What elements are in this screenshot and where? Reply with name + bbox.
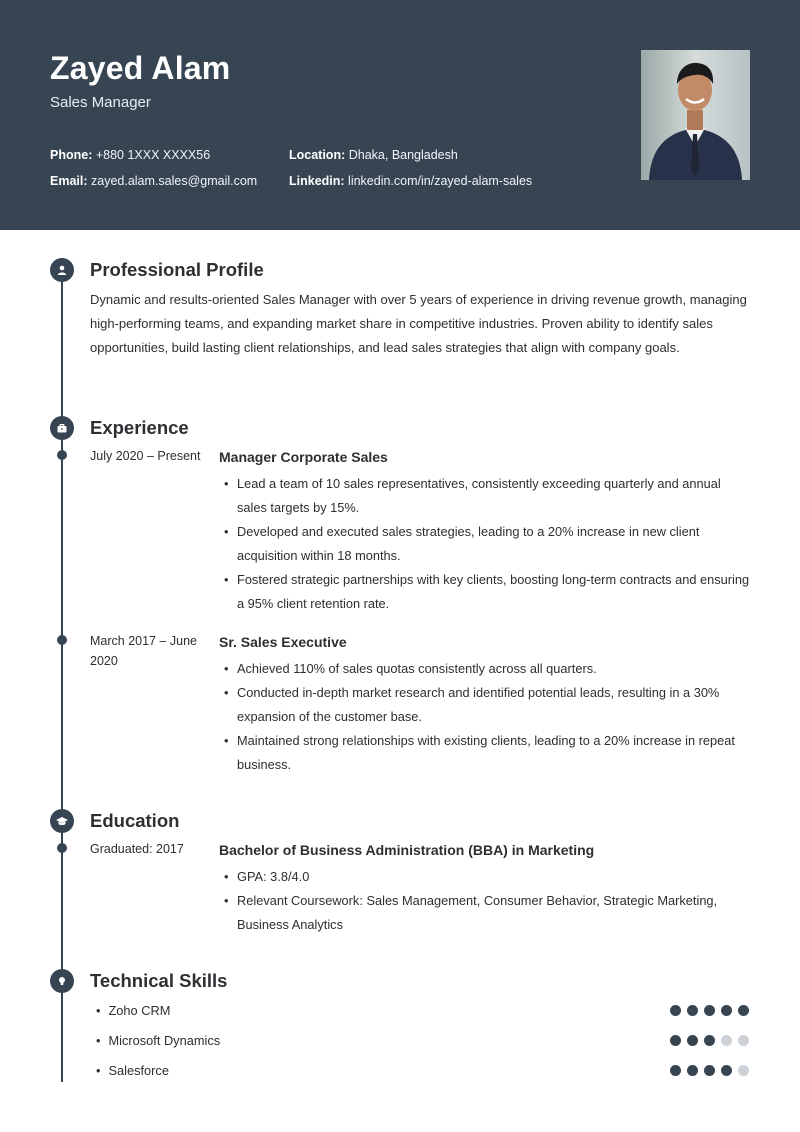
education-date: Graduated: 2017	[90, 842, 184, 856]
rating-dot	[721, 1035, 732, 1046]
skill-name: • Zoho CRM	[96, 1003, 170, 1018]
rating-dot	[721, 1005, 732, 1016]
phone-label: Phone:	[50, 148, 93, 162]
job-title: Manager Corporate Sales	[219, 449, 388, 465]
job-bullets	[222, 657, 752, 777]
education-bullets	[222, 865, 752, 937]
job-bullets	[222, 472, 752, 616]
rating-dot	[738, 1065, 749, 1076]
candidate-name: Zayed Alam	[50, 50, 231, 86]
rating-dot	[687, 1065, 698, 1076]
linkedin-value[interactable]: linkedin.com/in/zayed-alam-sales	[348, 174, 533, 188]
skill-rating	[670, 1065, 749, 1076]
profile-photo	[641, 50, 750, 180]
lightbulb-icon	[50, 969, 74, 993]
skill-name: • Salesforce	[96, 1063, 169, 1078]
job-bullet: • Lead a team of 10 sales representatives, consistently exceeding quarterly and annual sales targets by 15%.	[222, 472, 752, 520]
rating-dot	[704, 1005, 715, 1016]
timeline-dot	[57, 450, 67, 460]
job-bullet: • Maintained strong relationships with existing clients, leading to a 20% increase in repeat business.	[222, 729, 752, 777]
graduation-cap-icon	[50, 809, 74, 833]
timeline-line	[61, 270, 63, 1082]
candidate-title: Sales Manager	[50, 94, 151, 111]
job-dates: March 2017 – June 2020	[90, 634, 198, 668]
job-bullet: • Developed and executed sales strategies, leading to a 20% increase in new client acquisition within 18 months.	[222, 520, 752, 568]
rating-dot	[670, 1035, 681, 1046]
skill-rating	[670, 1035, 749, 1046]
linkedin-label: Linkedin:	[289, 174, 345, 188]
rating-dot	[704, 1035, 715, 1046]
resume-header	[0, 0, 800, 230]
location-value: Dhaka, Bangladesh	[348, 148, 458, 162]
rating-dot	[721, 1065, 732, 1076]
linkedin-contact	[289, 174, 532, 188]
phone-value: +880 1XXX XXXX56	[95, 148, 211, 162]
skill-rating	[670, 1005, 749, 1016]
profile-summary: Dynamic and results-oriented Sales Manager with over 5 years of experience in driving revenue growth, managing high-performing teams, and expanding market share in competitive industries. Proven ability to identify sales opportunities, build lasting client relationships, and lead sales strategies that align with company goals.	[90, 292, 747, 355]
education-bullet: • GPA: 3.8/4.0	[222, 865, 752, 889]
briefcase-icon	[50, 416, 74, 440]
job-bullet: • Fostered strategic partnerships with key clients, boosting long-term contracts and ensuring a 95% client retention rate.	[222, 568, 752, 616]
timeline-dot	[57, 635, 67, 645]
rating-dot	[738, 1005, 749, 1016]
skill-name: • Microsoft Dynamics	[96, 1033, 220, 1048]
rating-dot	[704, 1065, 715, 1076]
location-contact	[289, 148, 458, 162]
email-contact	[50, 174, 257, 188]
skills-heading: Technical Skills	[90, 970, 228, 991]
phone-contact	[50, 148, 210, 162]
job-title: Sr. Sales Executive	[219, 634, 347, 650]
email-value[interactable]: zayed.alam.sales@gmail.com	[91, 174, 258, 188]
location-label: Location:	[289, 148, 346, 162]
rating-dot	[738, 1035, 749, 1046]
education-bullet: • Relevant Coursework: Sales Management, Consumer Behavior, Strategic Marketing, Business Analytics	[222, 889, 752, 937]
education-heading: Education	[90, 810, 180, 831]
experience-heading: Experience	[90, 417, 189, 438]
profile-heading: Professional Profile	[90, 259, 264, 280]
rating-dot	[670, 1005, 681, 1016]
rating-dot	[687, 1005, 698, 1016]
rating-dot	[670, 1065, 681, 1076]
job-bullet: • Achieved 110% of sales quotas consistently across all quarters.	[222, 657, 752, 681]
user-icon	[50, 258, 74, 282]
job-dates: July 2020 – Present	[90, 449, 201, 463]
timeline-dot	[57, 843, 67, 853]
degree-title: Bachelor of Business Administration (BBA) in Marketing	[219, 842, 595, 858]
email-label: Email:	[50, 174, 88, 188]
profile-photo-portrait	[641, 50, 750, 180]
rating-dot	[687, 1035, 698, 1046]
job-bullet: • Conducted in-depth market research and identified potential leads, resulting in a 30% expansion of the customer base.	[222, 681, 752, 729]
